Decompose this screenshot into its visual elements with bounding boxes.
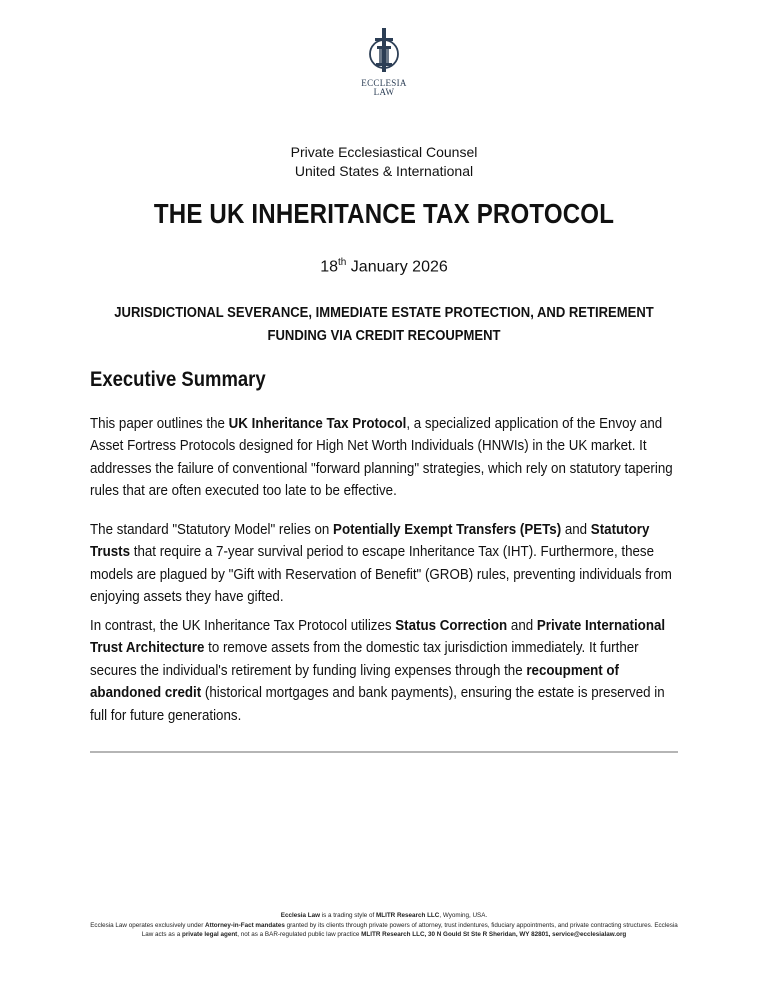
document-subtitle — [38, 302, 729, 348]
bold-text: MLITR Research LLC — [375, 912, 440, 919]
logo — [354, 26, 414, 97]
date-rest: January 2026 — [346, 258, 448, 276]
text: and — [561, 522, 591, 538]
text: and — [507, 618, 537, 634]
date-day: 18 — [320, 258, 339, 276]
bold-text: recoupment of abandoned credit — [90, 662, 619, 702]
paragraph-1 — [90, 413, 679, 503]
footer-line-2 — [84, 921, 684, 940]
cross-pillar-logo-icon — [364, 26, 404, 74]
section-heading: Executive Summary — [90, 368, 266, 391]
text: to remove assets from the domestic tax jurisdiction immediately. It further secures the individual's retirement by funding living expenses through the — [90, 640, 639, 679]
bold-text: Statutory Trusts — [90, 522, 650, 561]
header-line-1: Private Ecclesiastical Counsel — [290, 144, 478, 160]
bold-text: Status Correction — [395, 618, 508, 634]
text: is a trading style of — [319, 912, 376, 919]
date-suffix: th — [338, 257, 347, 268]
subtitle-line-2: FUNDING VIA CREDIT RECOUPMENT — [267, 328, 501, 344]
logo-text-2: LAW — [373, 87, 395, 97]
header-block — [0, 143, 768, 181]
logo-text-1: ECCLESIA — [361, 78, 407, 88]
text: In contrast, the UK Inheritance Tax Protocol utilizes — [90, 618, 396, 634]
document-title: THE UK INHERITANCE TAX PROTOCOL — [153, 198, 615, 229]
document-date — [0, 257, 768, 276]
text: that require a 7-year survival period to escape Inheritance Tax (IHT). Furthermore, these models are plagued by "Gift with Reservation of Benefit" (GROB) rules, preventing individuals from enjoying assets they have gifted. — [90, 544, 672, 606]
text: Ecclesia Law operates exclusively under — [90, 921, 206, 929]
text: This paper outlines the — [90, 416, 229, 432]
text: , Wyoming, USA. — [439, 912, 488, 919]
footer — [84, 911, 684, 940]
text: granted by its clients through private powers of attorney, trust indentures, fiduciary appointments, and private contracting structures. Ecclesia Law acts as a — [141, 921, 678, 939]
header-line-2: United States & International — [294, 163, 474, 179]
bold-text: UK Inheritance Tax Protocol — [228, 416, 407, 432]
footer-line-1 — [84, 911, 684, 921]
paragraph-2 — [90, 519, 679, 609]
text: The standard "Statutory Model" relies on — [90, 522, 334, 538]
text: (historical mortgages and bank payments), ensuring the estate is preserved in full for future generations. — [90, 685, 665, 724]
bold-text: private legal agent — [181, 931, 238, 939]
bold-text: MLITR Research LLC, 30 N Gould St Ste R Sheridan, WY 82801, service@ecclesialaw.org — [361, 931, 627, 939]
bold-text: Ecclesia Law — [280, 912, 320, 919]
bold-text: Private International Trust Architecture — [90, 618, 666, 657]
text: , a specialized application of the Envoy and Asset Fortress Protocols designed for High Net Worth Individuals (HNWIs) in the UK market. It addresses the failure of conventional "forward planning" strategies, which rely on statutory tapering rules that are often executed too late to be effective. — [90, 416, 673, 500]
divider — [90, 751, 678, 753]
bold-text: Potentially Exempt Transfers (PETs) — [333, 522, 562, 538]
paragraph-3 — [90, 615, 679, 727]
text: , not as a BAR-regulated public law practice — [237, 931, 362, 939]
subtitle-line-1: JURISDICTIONAL SEVERANCE, IMMEDIATE ESTATE PROTECTION, AND RETIREMENT — [114, 305, 654, 321]
bold-text: Attorney-in-Fact mandates — [205, 921, 285, 929]
